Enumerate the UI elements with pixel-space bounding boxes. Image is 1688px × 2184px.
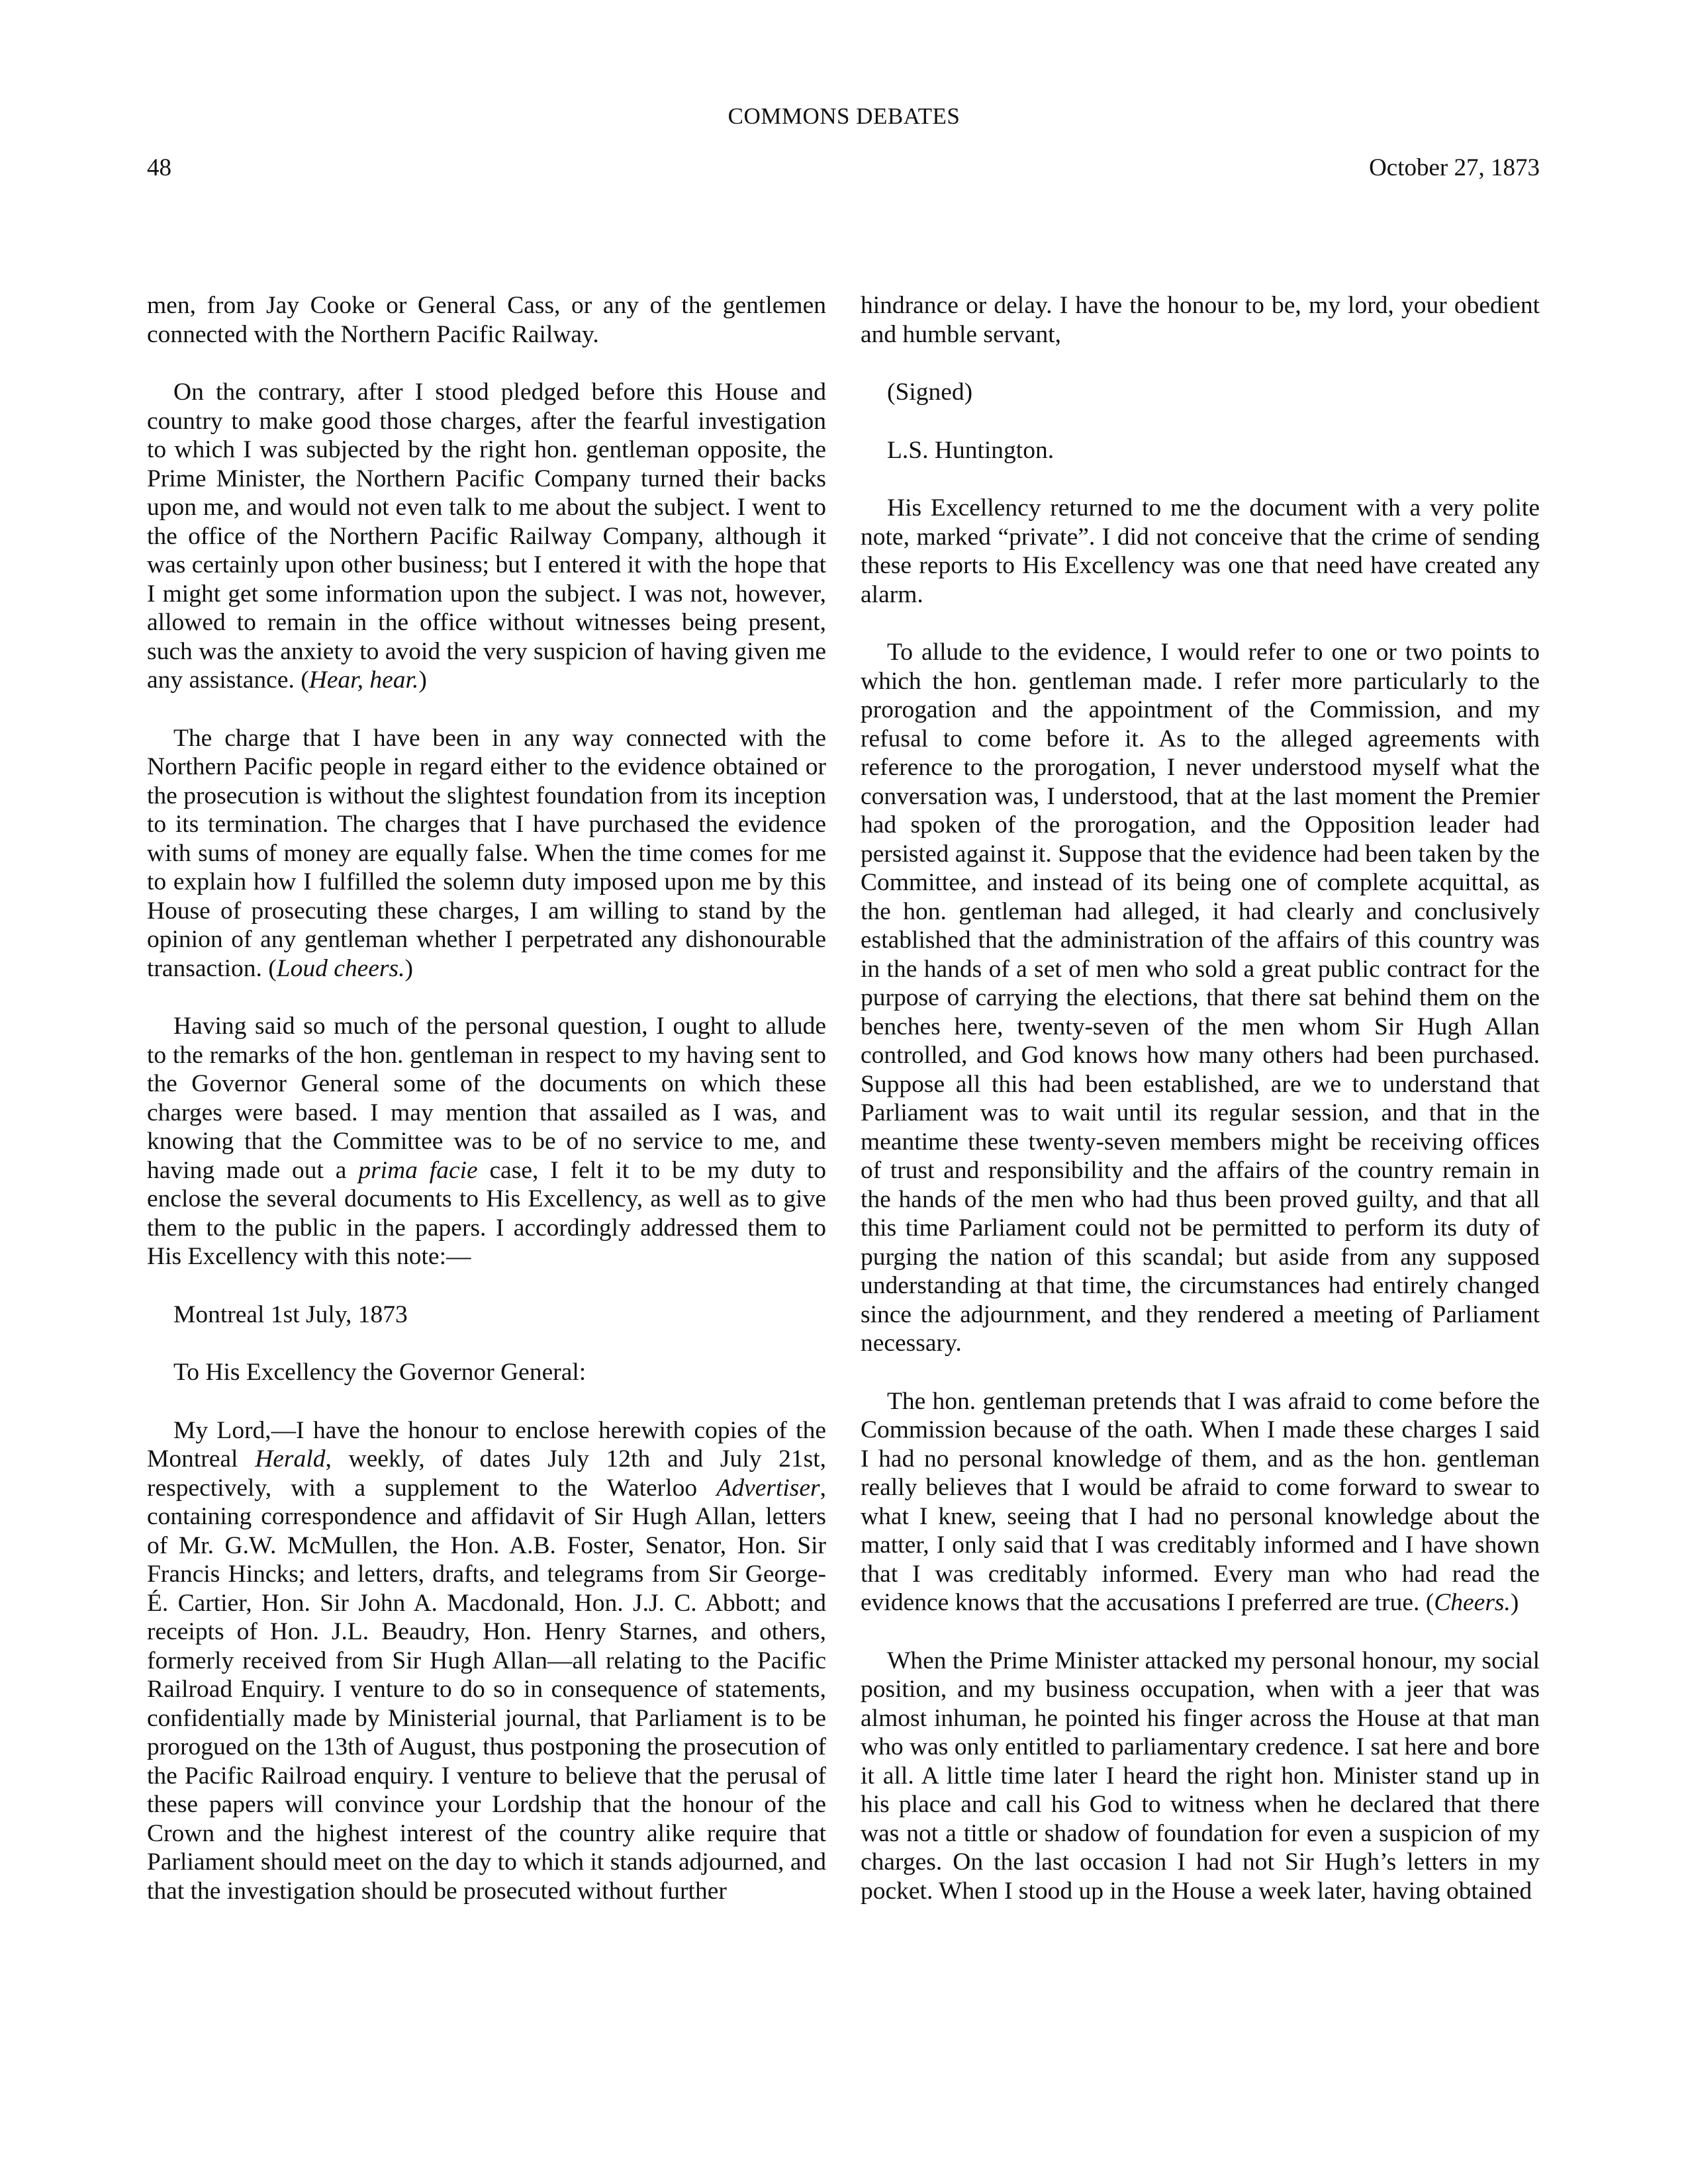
paragraph: The hon. gentleman pretends that I was afraid to come before the Commission because of the oath. When I made these charges I said I had no personal knowledge of them, and as the hon. gentleman really believes that I would be afraid to come forward to swear to what I knew, seeing that I had no personal knowledge about the matter, I only said that I was creditably informed and I have shown that I was creditably informed. Every man who had read the evidence knows that the accusations I preferred are true. (Cheers.)	[861, 1387, 1540, 1616]
letter-closing: hindrance or delay. I have the honour to be, my lord, your obedient and humble servant,	[861, 292, 1540, 348]
letter-signed: (Signed)	[887, 379, 973, 406]
letter-body: My Lord,—I have the honour to enclose herewith copies of the Montreal Herald, weekly, of dates July 12th and July 21st, respectively, with a supplement to the Waterloo Advertiser, containing correspondence and affidavit of Sir Hugh Allan, letters of Mr. G.W. McMullen, the Hon. A.B. Foster, Senator, Hon. Sir Francis Hincks; and letters, drafts, and telegrams from Sir George-É. Cartier, Hon. Sir John A. Macdonald, Hon. J.J. C. Abbott; and receipts of Hon. J.L. Beaudry, Hon. Henry Starnes, and others, formerly received from Sir Hugh Allan—all relating to the Pacific Railroad Enquiry. I venture to do so in consequence of statements, confidentially made by Ministerial journal, that Parliament is to be prorogued on the 13th of August, thus postponing the prosecution of the Pacific Railroad enquiry. I venture to believe that the perusal of these papers will convince your Lordship that the honour of the Crown and the highest interest of the country alike require that Parliament should meet on the day to which it stands adjourned, and that the investigation should be prosecuted without further	[147, 1416, 826, 1905]
letter-addressee: To His Excellency the Governor General:	[173, 1359, 586, 1386]
right-column	[861, 291, 1540, 1934]
letter-dateline: Montreal 1st July, 1873	[173, 1300, 408, 1328]
letter-signature: L.S. Huntington.	[887, 436, 1055, 464]
paragraph: When the Prime Minister attacked my personal honour, my social position, and my business occupation, when with a jeer that was almost inhuman, he pointed his finger across the House at that man who was only entitled to parliamentary credence. I sat here and bore it all. A little time later I heard the right hon. Minister stand up in his place and call his God to witness when he declared that there was not a tittle or shadow of foundation for even a suspicion of my charges. On the last occasion I had not Sir Hugh’s letters in my pocket. When I stood up in the House a week later, having obtained	[861, 1647, 1540, 1905]
paragraph: On the contrary, after I stood pledged before this House and country to make good those charges, after the fearful investigation to which I was subjected by the right hon. gentleman opposite, the Prime Minister, the Northern Pacific Company turned their backs upon me, and would not even talk to me about the subject. I went to the office of the Northern Pacific Railway Company, although it was certainly upon other business; but I entered it with the hope that I might get some information upon the subject. I was not, however, allowed to remain in the office without witnesses being present, such was the anxiety to avoid the very suspicion of having given me any assistance. (Hear, hear.)	[147, 379, 826, 694]
running-title: COMMONS DEBATES	[727, 103, 961, 129]
paragraph: men, from Jay Cooke or General Cass, or any of the gentlemen connected with the Northern Pacific Railway.	[147, 292, 826, 348]
paragraph: The charge that I have been in any way connected with the Northern Pacific people in regard either to the evidence obtained or the prosecution is without the slightest foundation from its inception to its termination. The charges that I have purchased the evidence with sums of money are equally false. When the time comes for me to explain how I fulfilled the solemn duty imposed upon me by this House of prosecuting these charges, I am willing to stand by the opinion of any gentleman whether I perpetrated any dishonourable transaction. (Loud cheers.)	[147, 724, 826, 982]
paragraph: Having said so much of the personal question, I ought to allude to the remarks of the hon. gentleman in respect to my having sent to the Governor General some of the documents on which these charges were based. I may mention that assailed as I was, and knowing that the Committee was to be of no service to me, and having made out a prima facie case, I felt it to be my duty to enclose the several documents to His Excellency, as well as to give them to the public in the papers. I accordingly addressed them to His Excellency with this note:—	[147, 1013, 826, 1270]
paragraph: His Excellency returned to me the document with a very polite note, marked “private”. I did not conceive that the crime of sending these reports to His Excellency was one that need have created any alarm.	[861, 494, 1540, 608]
page-number: 48	[147, 154, 171, 181]
left-column	[147, 291, 826, 1934]
page-date: October 27, 1873	[1369, 154, 1540, 181]
paragraph: To allude to the evidence, I would refer to one or two points to which the hon. gentleman made. I refer more particularly to the prorogation and the appointment of the Commission, and my refusal to come before it. As to the alleged agreements with reference to the prorogation, I never understood myself what the conversation was, I understood, that at the last moment the Premier had spoken of the prorogation, and the Opposition leader had persisted against it. Suppose that the evidence had been taken by the Committee, and instead of its being one of complete acquittal, as the hon. gentleman had alleged, it had clearly and conclusively established that the administration of the affairs of this country was in the hands of a set of men who sold a great public contract for the purpose of carrying the elections, that there sat behind them on the benches here, twenty-seven of the men whom Sir Hugh Allan controlled, and God knows how many others had been purchased. Suppose all this had been established, are we to understand that Parliament was to wait until its regular session, and that in the meantime these twenty-seven members might be receiving offices of trust and responsibility and the affairs of the country remain in the hands of the men who had thus been proved guilty, and that all this time Parliament could not be permitted to perform its duty of purging the nation of this scandal; but aside from any supposed understanding at that time, the circumstances had entirely changed since the adjournment, and they rendered a meeting of Parliament necessary.	[861, 639, 1540, 1357]
